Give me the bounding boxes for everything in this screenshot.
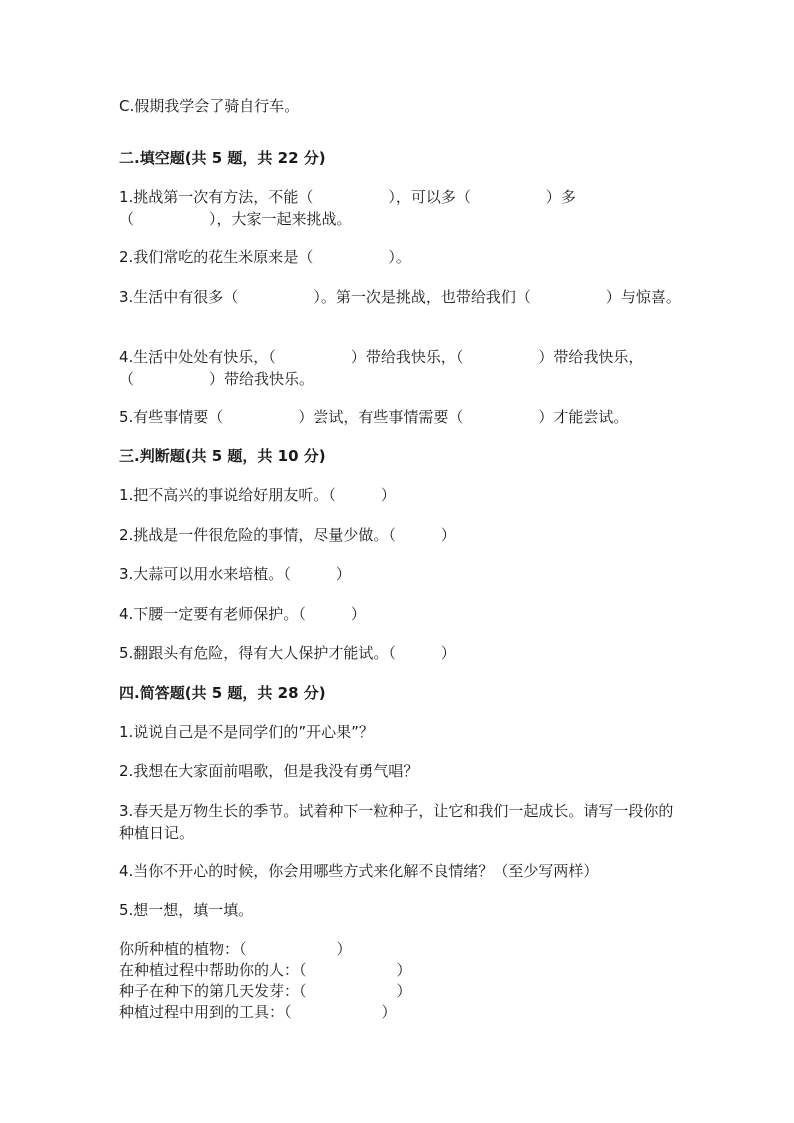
s2-question-3: 3.生活中有很多（ ）。第一次是挑战，也带给我们（ ）与惊喜。 [119, 288, 681, 306]
section-3-heading: 三.判断题(共 5 题，共 10 分) [119, 447, 326, 465]
s3-question-5: 5.翻跟头有危险，得有大人保护才能试。（ ） [119, 644, 456, 662]
fill-helper-line: 在种植过程中帮助你的人：（ ） [119, 961, 412, 979]
s3-question-4: 4.下腰一定要有老师保护。（ ） [119, 605, 366, 623]
s3-question-1: 1.把不高兴的事说给好朋友听。（ ） [119, 486, 396, 504]
s4-question-5: 5.想一想，填一填。 [119, 901, 254, 919]
s2-question-1: 1.挑战第一次有方法，不能（ ），可以多（ ）多（ ），大家一起来挑战。 [119, 188, 576, 228]
s4-question-1: 1.说说自己是不是同学们的”开心果”？ [119, 723, 374, 741]
fill-sprout-day-line: 种子在种下的第几天发芽：（ ） [119, 982, 412, 1000]
section-4-heading: 四.简答题(共 5 题，共 28 分) [119, 684, 326, 702]
s2-question-5: 5.有些事情要（ ）尝试，有些事情需要（ ）才能尝试。 [119, 408, 629, 426]
fill-plant-line: 你所种植的植物：（ ） [119, 940, 352, 958]
s2-question-2: 2.我们常吃的花生米原来是（ ）。 [119, 248, 411, 266]
s4-question-4: 4.当你不开心的时候，你会用哪些方式来化解不良情绪？（至少写两样） [119, 862, 599, 880]
section-2-heading: 二.填空题(共 5 题，共 22 分) [119, 149, 326, 167]
s3-question-3: 3.大蒜可以用水来培植。（ ） [119, 565, 351, 583]
s2-question-4: 4.生活中处处有快乐，（ ）带给我快乐，（ ）带给我快乐，（ ）带给我快乐。 [119, 348, 644, 388]
fill-tools-line: 种植过程中用到的工具：（ ） [119, 1003, 397, 1021]
s3-question-2: 2.挑战是一件很危险的事情，尽量少做。（ ） [119, 526, 456, 544]
option-c-text: C.假期我学会了骑自行车。 [119, 97, 300, 115]
s4-question-3: 3.春天是万物生长的季节。试着种下一粒种子，让它和我们一起成长。请写一段你的种植日记。 [119, 802, 674, 842]
s4-question-2: 2.我想在大家面前唱歌，但是我没有勇气唱？ [119, 762, 419, 780]
